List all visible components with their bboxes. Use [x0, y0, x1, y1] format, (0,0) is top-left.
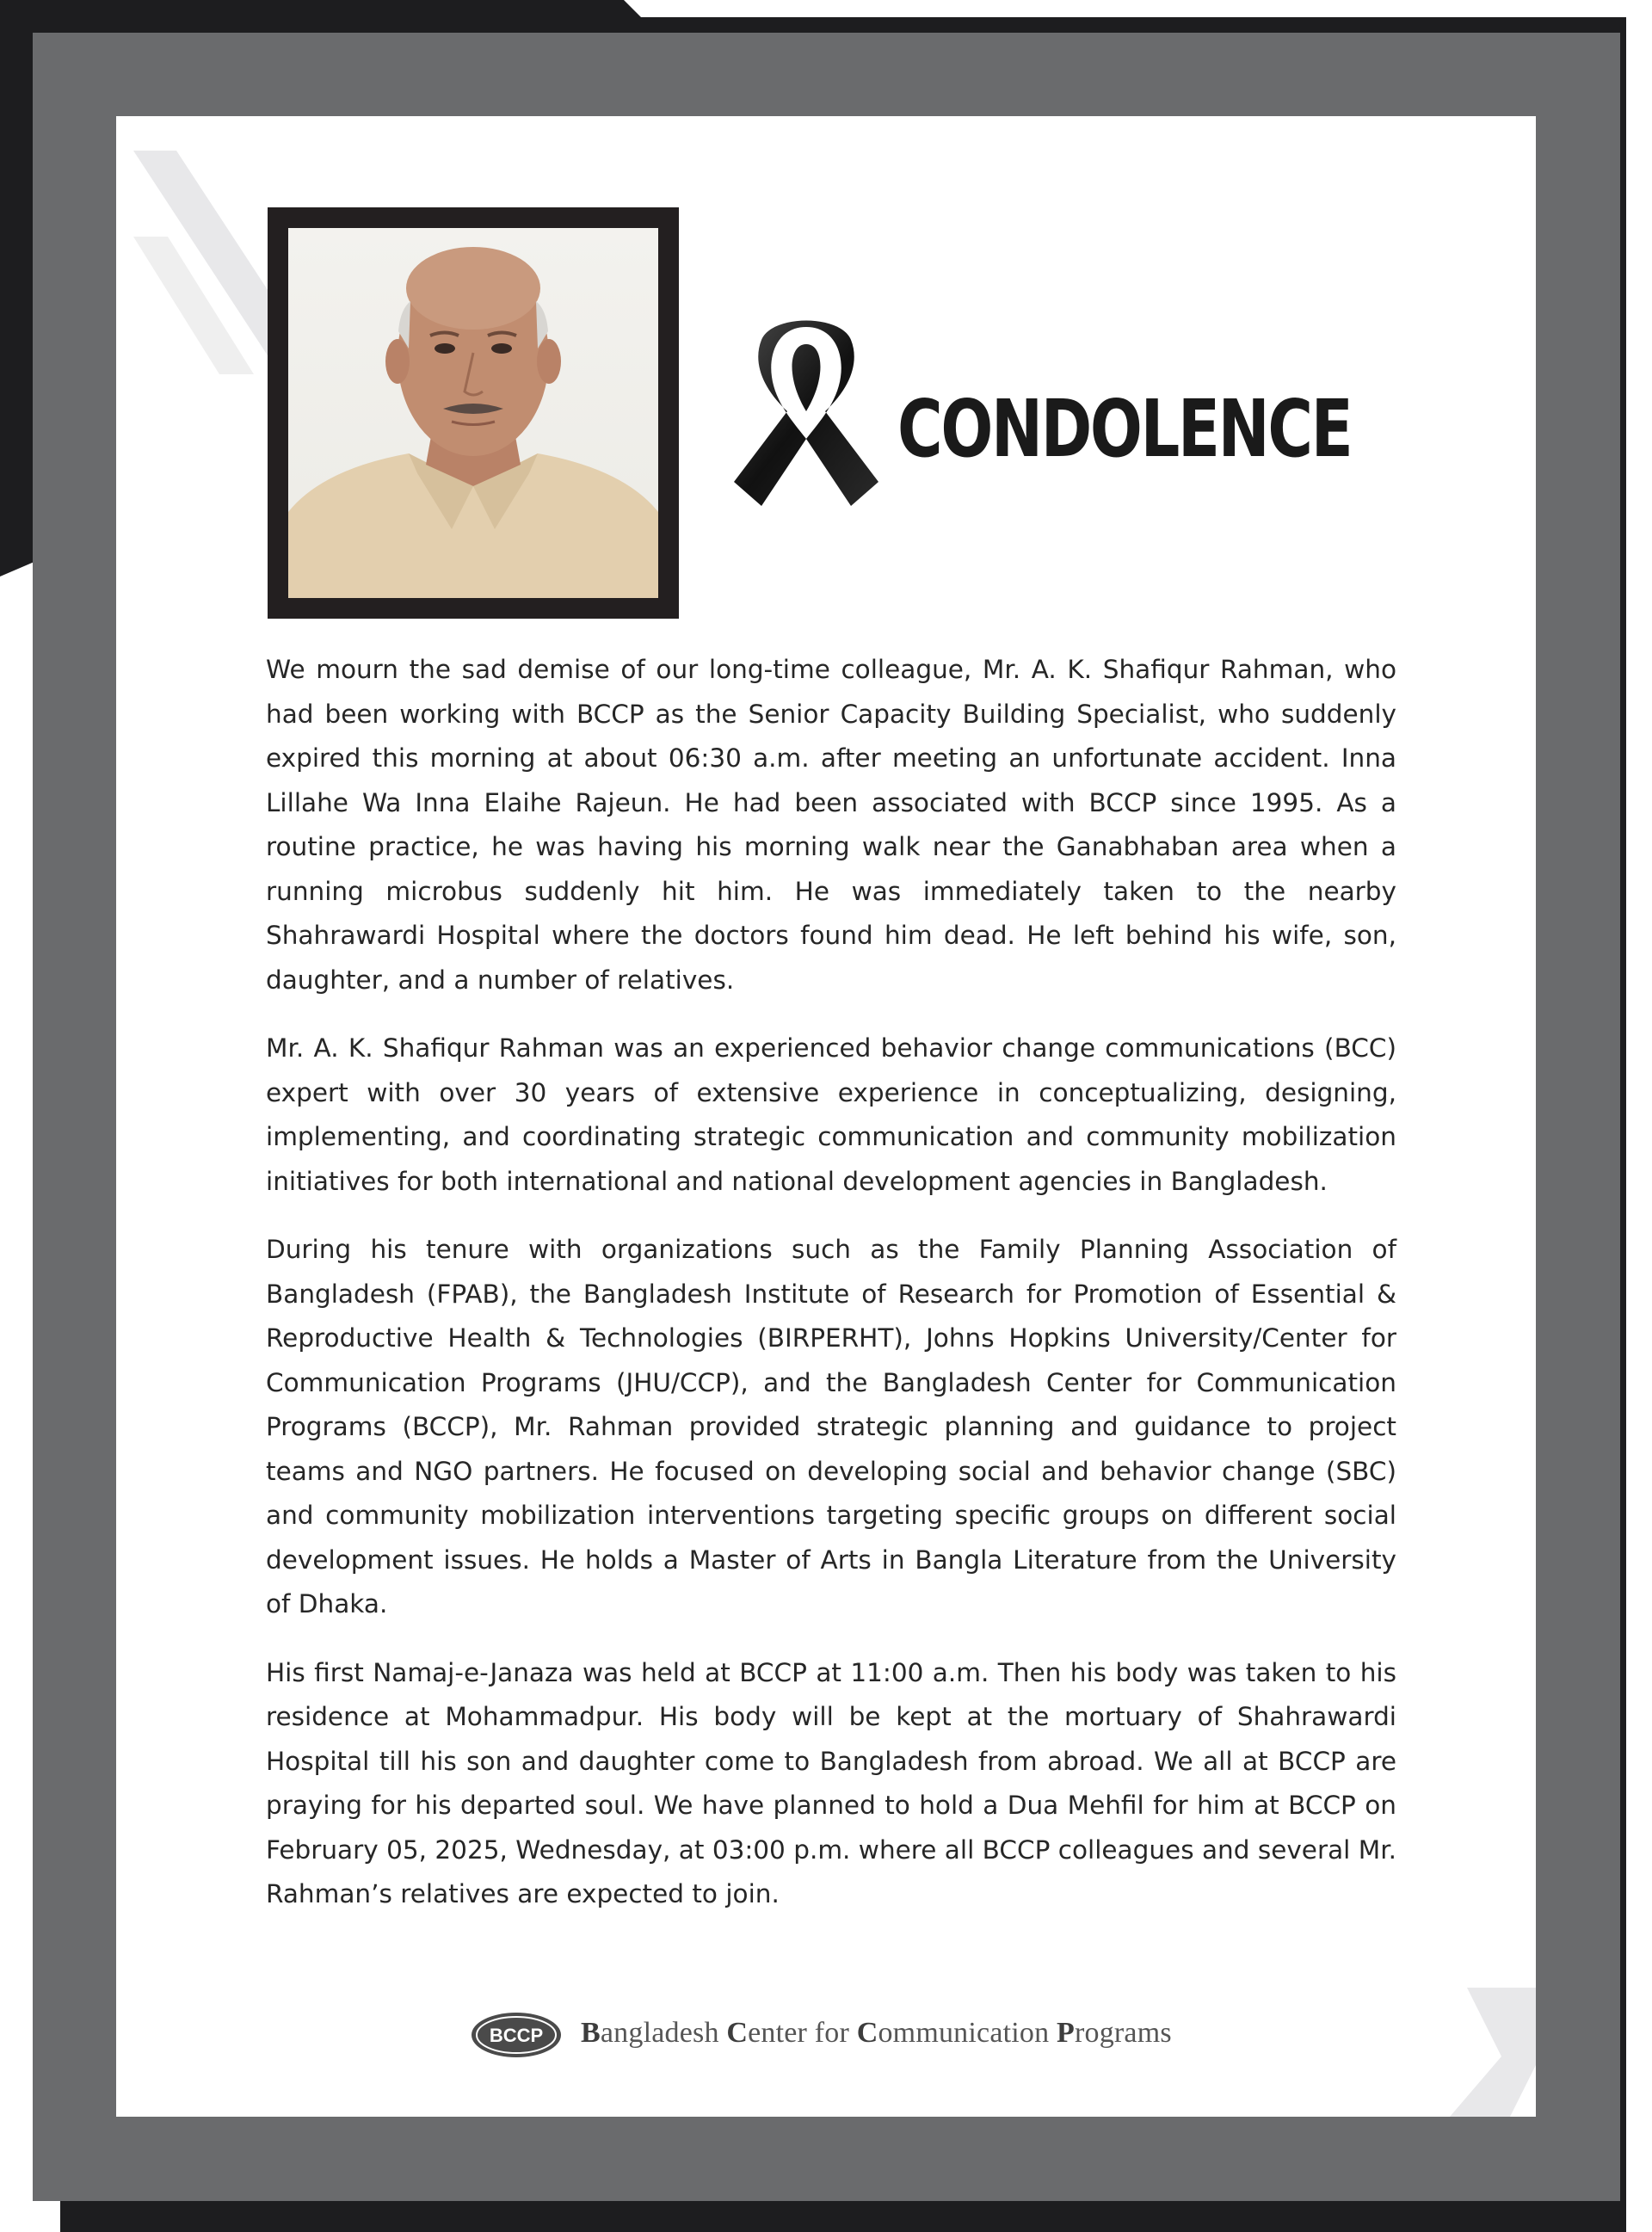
paragraph-announcement: We mourn the sad demise of our long-time colleague, Mr. A. K. Shafiqur Rahman, who had been working with BCCP as the Senior Capacity Building Specialist, who suddenly expired this morning at about 06:30 a.m. after meeting an unfortunate accident. Inna Lillahe Wa Inna Elaihe Rajeun. He had been associated with BCCP since 1995. As a routine practice, he was having his morning walk near the Ganabhaban area when a running microbus suddenly hit him. He was immediately taken to the nearby Shahrawardi Hospital where the doctors found him dead. He left behind his wife, son, daughter, and a number of relatives.: [266, 655, 1396, 995]
decorative-corner-stripe: [1415, 1988, 1536, 2117]
paragraph-arrangements: His first Namaj-e-Janaza was held at BCCP at 11:00 a.m. Then his body was taken to his residence at Mohammadpur. His body will be kept at the mortuary of Shahrawardi Hospital till his son and daughter come to Bangladesh from abroad. We all at BCCP are praying for his departed soul. We have planned to hold a Dua Mehfil for him at BCCP on February 05, 2025, Wednesday, at 03:00 p.m. where all BCCP colleagues and several Mr. Rahman’s relatives are expected to join.: [266, 1657, 1396, 1908]
paragraph-career: During his tenure with organizations such as the Family Planning Association of Bangladesh (FPAB), the Bangladesh Institute of Research for Promotion of Essential & Reproductive Health & Technologies (BIRPERHT), Johns Hopkins University/Center for Communication Programs (JHU/CCP), and the Bangladesh Center for Communication Programs (BCCP), Mr. Rahman provided strategic planning and guidance to project teams and NGO partners. He focused on developing social and behavior change (SBC) and community mobilization interventions targeting specific groups on different social development issues. He holds a Master of Arts in Bangla Literature from the University of Dhaka.: [266, 1235, 1396, 1619]
condolence-message: [266, 648, 1396, 1941]
bccp-logo-icon: [469, 2010, 564, 2060]
condolence-card: [116, 116, 1536, 2117]
organization-name: Bangladesh Center for Communication Programs: [581, 2017, 1172, 2049]
portrait-frame: [268, 207, 679, 619]
page-title: CONDOLENCE: [897, 383, 1352, 475]
portrait-photo: [288, 228, 658, 598]
paragraph-experience: Mr. A. K. Shafiqur Rahman was an experienced behavior change communications (BCC) expert with over 30 years of extensive experience in conceptualizing, designing, implementing, and coordinating strategic communication and community mobilization initiatives for both international and national development agencies in Bangladesh.: [266, 1033, 1396, 1196]
footer: [469, 2005, 1243, 2065]
mourning-ribbon-icon: [727, 310, 886, 538]
logo-text: BCCP: [489, 2025, 544, 2046]
